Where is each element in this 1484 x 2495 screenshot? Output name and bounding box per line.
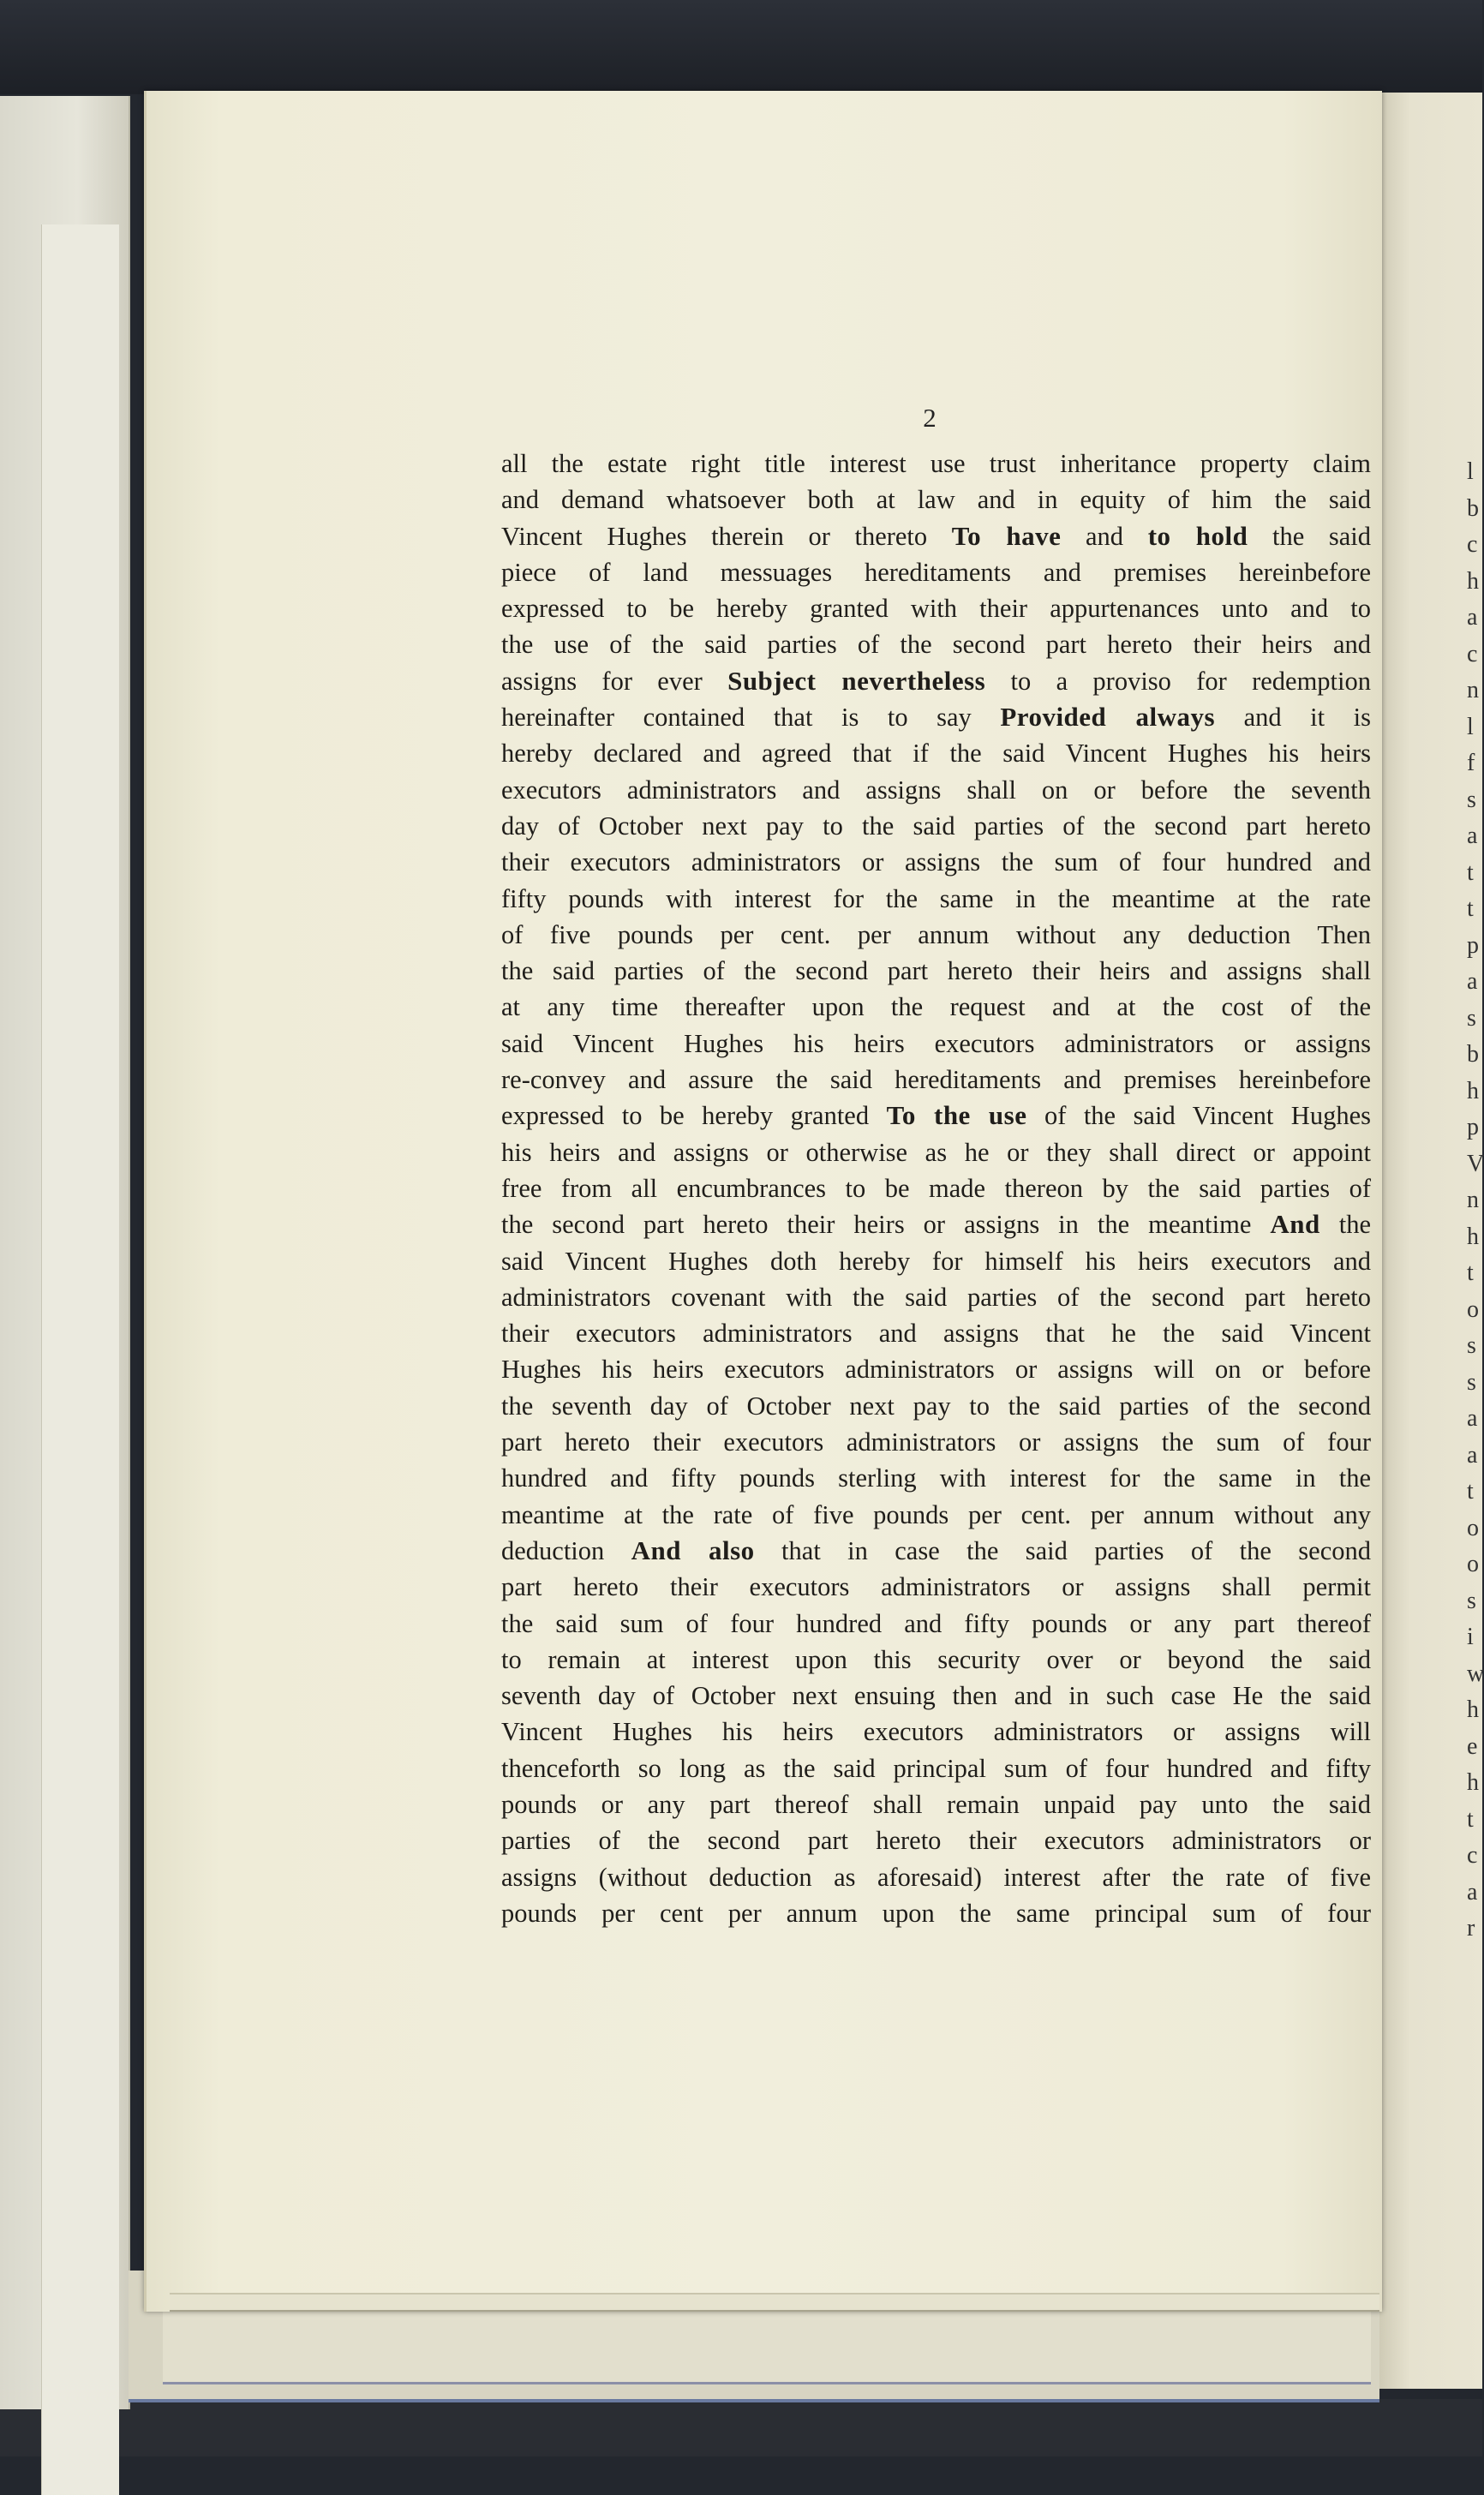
text-line bbox=[501, 1243, 1371, 1279]
text-run: Vincent Hughes therein or thereto bbox=[501, 521, 952, 551]
text-run: said Vincent Hughes doth hereby for himself his heirs executors and bbox=[501, 1246, 1371, 1276]
text-run: their executors administrators or assigns the sum of four hundred and bbox=[501, 847, 1371, 877]
adjacent-line-letter: l bbox=[1467, 458, 1474, 485]
text-run: meantime at the rate of five pounds per cent. per annum without any bbox=[501, 1499, 1371, 1529]
adjacent-line-letter: s bbox=[1467, 786, 1476, 813]
blackletter-phrase: Provided always bbox=[1000, 702, 1216, 733]
page-number: 2 bbox=[923, 403, 936, 433]
adjacent-line-letter: a bbox=[1467, 823, 1478, 849]
blackletter-phrase: And also bbox=[631, 1535, 755, 1565]
text-line bbox=[501, 663, 1371, 699]
adjacent-line-letter: h bbox=[1467, 567, 1479, 595]
page-bottom-edge bbox=[170, 2293, 1379, 2312]
text-line bbox=[501, 1642, 1371, 1678]
adjacent-line-letter: a bbox=[1467, 1441, 1478, 1469]
text-run: their executors administrators and assigns that he the said Vincent bbox=[501, 1319, 1371, 1349]
adjacent-line-letter: h bbox=[1467, 1223, 1479, 1250]
text-line bbox=[501, 1460, 1371, 1496]
text-line bbox=[501, 1895, 1371, 1931]
text-line bbox=[501, 953, 1371, 989]
text-line bbox=[501, 1533, 1371, 1569]
text-line bbox=[501, 1822, 1371, 1858]
adjacent-line-letter: s bbox=[1467, 1368, 1476, 1396]
adjacent-line-letter: a bbox=[1467, 968, 1478, 995]
left-adjacent-page bbox=[0, 96, 130, 2409]
text-run: the seventh day of October next pay to the said parties of the second bbox=[501, 1391, 1371, 1421]
text-line bbox=[501, 917, 1371, 953]
text-run: of the said Vincent Hughes bbox=[1026, 1101, 1371, 1131]
adjacent-line-letter: o bbox=[1467, 1514, 1479, 1541]
adjacent-line-letter: t bbox=[1467, 1478, 1474, 1505]
text-run: part hereto their executors administrators or assigns the sum of four bbox=[501, 1427, 1371, 1457]
text-line bbox=[501, 989, 1371, 1025]
text-line bbox=[501, 482, 1371, 518]
text-run: the use of the said parties of the second part hereto their heirs and bbox=[501, 630, 1371, 660]
text-line bbox=[501, 1786, 1371, 1822]
blackletter-phrase: And bbox=[1270, 1209, 1320, 1240]
adjacent-line-letter: l bbox=[1467, 713, 1474, 740]
text-run: free from all encumbrances to be made thereon by the said parties of bbox=[501, 1173, 1371, 1203]
underlying-sheet-2 bbox=[163, 2305, 1371, 2384]
text-run: the bbox=[1319, 1210, 1371, 1240]
text-run: hundred and fifty pounds sterling with interest for the same in the bbox=[501, 1463, 1371, 1493]
text-run: expressed to be hereby granted with their appurtenances unto and to bbox=[501, 594, 1371, 624]
text-line bbox=[501, 1714, 1371, 1750]
text-run: that in case the said parties of the second bbox=[754, 1535, 1371, 1565]
adjacent-line-letter: w bbox=[1467, 1660, 1484, 1687]
text-run: part hereto their executors administrators or assigns shall permit bbox=[501, 1572, 1371, 1602]
adjacent-line-letter: a bbox=[1467, 1878, 1478, 1906]
right-page-line-starts bbox=[1467, 454, 1482, 1948]
adjacent-line-letter: h bbox=[1467, 1696, 1479, 1723]
text-line bbox=[501, 1424, 1371, 1460]
adjacent-line-letter: n bbox=[1467, 677, 1479, 703]
text-run: hereby declared and agreed that if the said Vincent Hughes his heirs bbox=[501, 739, 1371, 769]
text-run: assigns for ever bbox=[501, 666, 728, 696]
text-run: his heirs and assigns or otherwise as he or they shall direct or appoint bbox=[501, 1137, 1371, 1167]
text-run: hereinafter contained that is to say bbox=[501, 703, 1001, 733]
adjacent-line-letter: t bbox=[1467, 895, 1474, 922]
adjacent-line-letter: p bbox=[1467, 1114, 1479, 1140]
text-run: pounds per cent per annum upon the same principal sum of four bbox=[501, 1898, 1371, 1928]
adjacent-line-letter: t bbox=[1467, 1805, 1474, 1833]
adjacent-line-letter: s bbox=[1467, 1587, 1476, 1614]
text-run: to remain at interest upon this security over or beyond the said bbox=[501, 1644, 1371, 1674]
adjacent-line-letter: s bbox=[1467, 1004, 1476, 1032]
text-line bbox=[501, 1098, 1371, 1134]
text-run: the second part hereto their heirs or assigns in the meantime bbox=[501, 1210, 1271, 1240]
text-run: seventh day of October next ensuing then and in such case He the said bbox=[501, 1681, 1371, 1711]
text-line bbox=[501, 1170, 1371, 1206]
text-run: the said bbox=[1248, 521, 1371, 551]
scan-background-top bbox=[0, 0, 1482, 94]
text-line bbox=[501, 1388, 1371, 1424]
text-run: Hughes his heirs executors administrators or assigns will on or before bbox=[501, 1355, 1371, 1385]
scan-background-bottom bbox=[0, 2399, 1482, 2456]
text-line bbox=[501, 1859, 1371, 1895]
text-line bbox=[501, 1206, 1371, 1242]
blackletter-phrase: to hold bbox=[1147, 520, 1248, 551]
blackletter-phrase: To the use bbox=[886, 1100, 1027, 1131]
text-line bbox=[501, 1315, 1371, 1351]
adjacent-line-letter: n bbox=[1467, 1187, 1479, 1213]
text-line bbox=[501, 590, 1371, 626]
text-run: and bbox=[1061, 521, 1148, 551]
text-line bbox=[501, 446, 1371, 482]
text-line bbox=[501, 518, 1371, 554]
text-run: of five pounds per cent. per annum without any deduction Then bbox=[501, 919, 1371, 949]
adjacent-line-letter: c bbox=[1467, 531, 1478, 558]
text-run: executors administrators and assigns shall on or before the seventh bbox=[501, 775, 1371, 805]
body-text bbox=[501, 446, 1371, 1931]
adjacent-line-letter: h bbox=[1467, 1077, 1479, 1104]
text-line bbox=[501, 1062, 1371, 1098]
text-line bbox=[501, 1678, 1371, 1714]
text-run: all the estate right title interest use trust inheritance property claim bbox=[501, 449, 1371, 478]
text-run: pounds or any part thereof shall remain unpaid pay unto the said bbox=[501, 1789, 1371, 1819]
adjacent-line-letter: p bbox=[1467, 931, 1479, 959]
text-line bbox=[501, 1497, 1371, 1533]
adjacent-line-letter: a bbox=[1467, 604, 1478, 631]
adjacent-line-letter: o bbox=[1467, 1295, 1479, 1323]
adjacent-line-letter: a bbox=[1467, 1405, 1478, 1432]
blackletter-phrase: To have bbox=[951, 520, 1062, 551]
text-line bbox=[501, 772, 1371, 808]
text-run: assigns (without deduction as aforesaid) interest after the rate of five bbox=[501, 1862, 1371, 1892]
blackletter-phrase: Subject nevertheless bbox=[727, 665, 986, 696]
text-run: and demand whatsoever both at law and in equity of him the said bbox=[501, 485, 1371, 515]
text-run: Vincent Hughes his heirs executors administrators or assigns will bbox=[501, 1717, 1371, 1747]
left-page-inner-sheet bbox=[41, 224, 119, 2495]
adjacent-line-letter: c bbox=[1467, 640, 1478, 667]
adjacent-line-letter: t bbox=[1467, 859, 1474, 886]
text-run: and it is bbox=[1215, 703, 1371, 733]
adjacent-line-letter: s bbox=[1467, 1332, 1476, 1359]
text-line bbox=[501, 626, 1371, 662]
text-run: the said sum of four hundred and fifty pounds or any part thereof bbox=[501, 1608, 1371, 1638]
adjacent-line-letter: h bbox=[1467, 1769, 1479, 1796]
text-line bbox=[501, 844, 1371, 880]
adjacent-line-letter: o bbox=[1467, 1551, 1479, 1577]
text-run: the said parties of the second part hereto their heirs and assigns shall bbox=[501, 956, 1371, 986]
adjacent-line-letter: i bbox=[1467, 1624, 1474, 1650]
adjacent-line-letter: t bbox=[1467, 1259, 1474, 1286]
text-run: said Vincent Hughes his heirs executors administrators or assigns bbox=[501, 1028, 1371, 1058]
text-run: piece of land messuages hereditaments and premises hereinbefore bbox=[501, 557, 1371, 587]
text-line bbox=[501, 1569, 1371, 1605]
adjacent-line-letter: c bbox=[1467, 1842, 1478, 1869]
text-line bbox=[501, 1750, 1371, 1786]
text-run: thenceforth so long as the said principal sum of four hundred and fifty bbox=[501, 1753, 1371, 1783]
adjacent-line-letter: e bbox=[1467, 1732, 1478, 1760]
text-run: parties of the second part hereto their executors administrators or bbox=[501, 1826, 1371, 1856]
text-run: fifty pounds with interest for the same in the meantime at the rate bbox=[501, 883, 1371, 913]
adjacent-line-letter: b bbox=[1467, 494, 1479, 522]
text-line bbox=[501, 1279, 1371, 1315]
adjacent-line-letter: f bbox=[1467, 750, 1475, 776]
text-line bbox=[501, 554, 1371, 590]
text-run: expressed to be hereby granted bbox=[501, 1101, 887, 1131]
text-line bbox=[501, 1606, 1371, 1642]
text-run: deduction bbox=[501, 1535, 631, 1565]
text-run: administrators covenant with the said parties of the second part hereto bbox=[501, 1282, 1371, 1312]
text-line bbox=[501, 808, 1371, 844]
text-run: to a proviso for redemption bbox=[985, 666, 1371, 696]
text-line bbox=[501, 1134, 1371, 1170]
adjacent-line-letter: r bbox=[1467, 1915, 1475, 1942]
text-run: at any time thereafter upon the request and at the cost of the bbox=[501, 992, 1371, 1022]
text-line bbox=[501, 1026, 1371, 1062]
text-line bbox=[501, 1351, 1371, 1387]
text-line bbox=[501, 735, 1371, 771]
text-run: day of October next pay to the said parties of the second part hereto bbox=[501, 811, 1371, 841]
text-line bbox=[501, 699, 1371, 735]
adjacent-line-letter: b bbox=[1467, 1041, 1479, 1068]
text-line bbox=[501, 881, 1371, 917]
text-run: re-convey and assure the said hereditaments and premises hereinbefore bbox=[501, 1065, 1371, 1095]
adjacent-line-letter: V bbox=[1467, 1150, 1484, 1177]
